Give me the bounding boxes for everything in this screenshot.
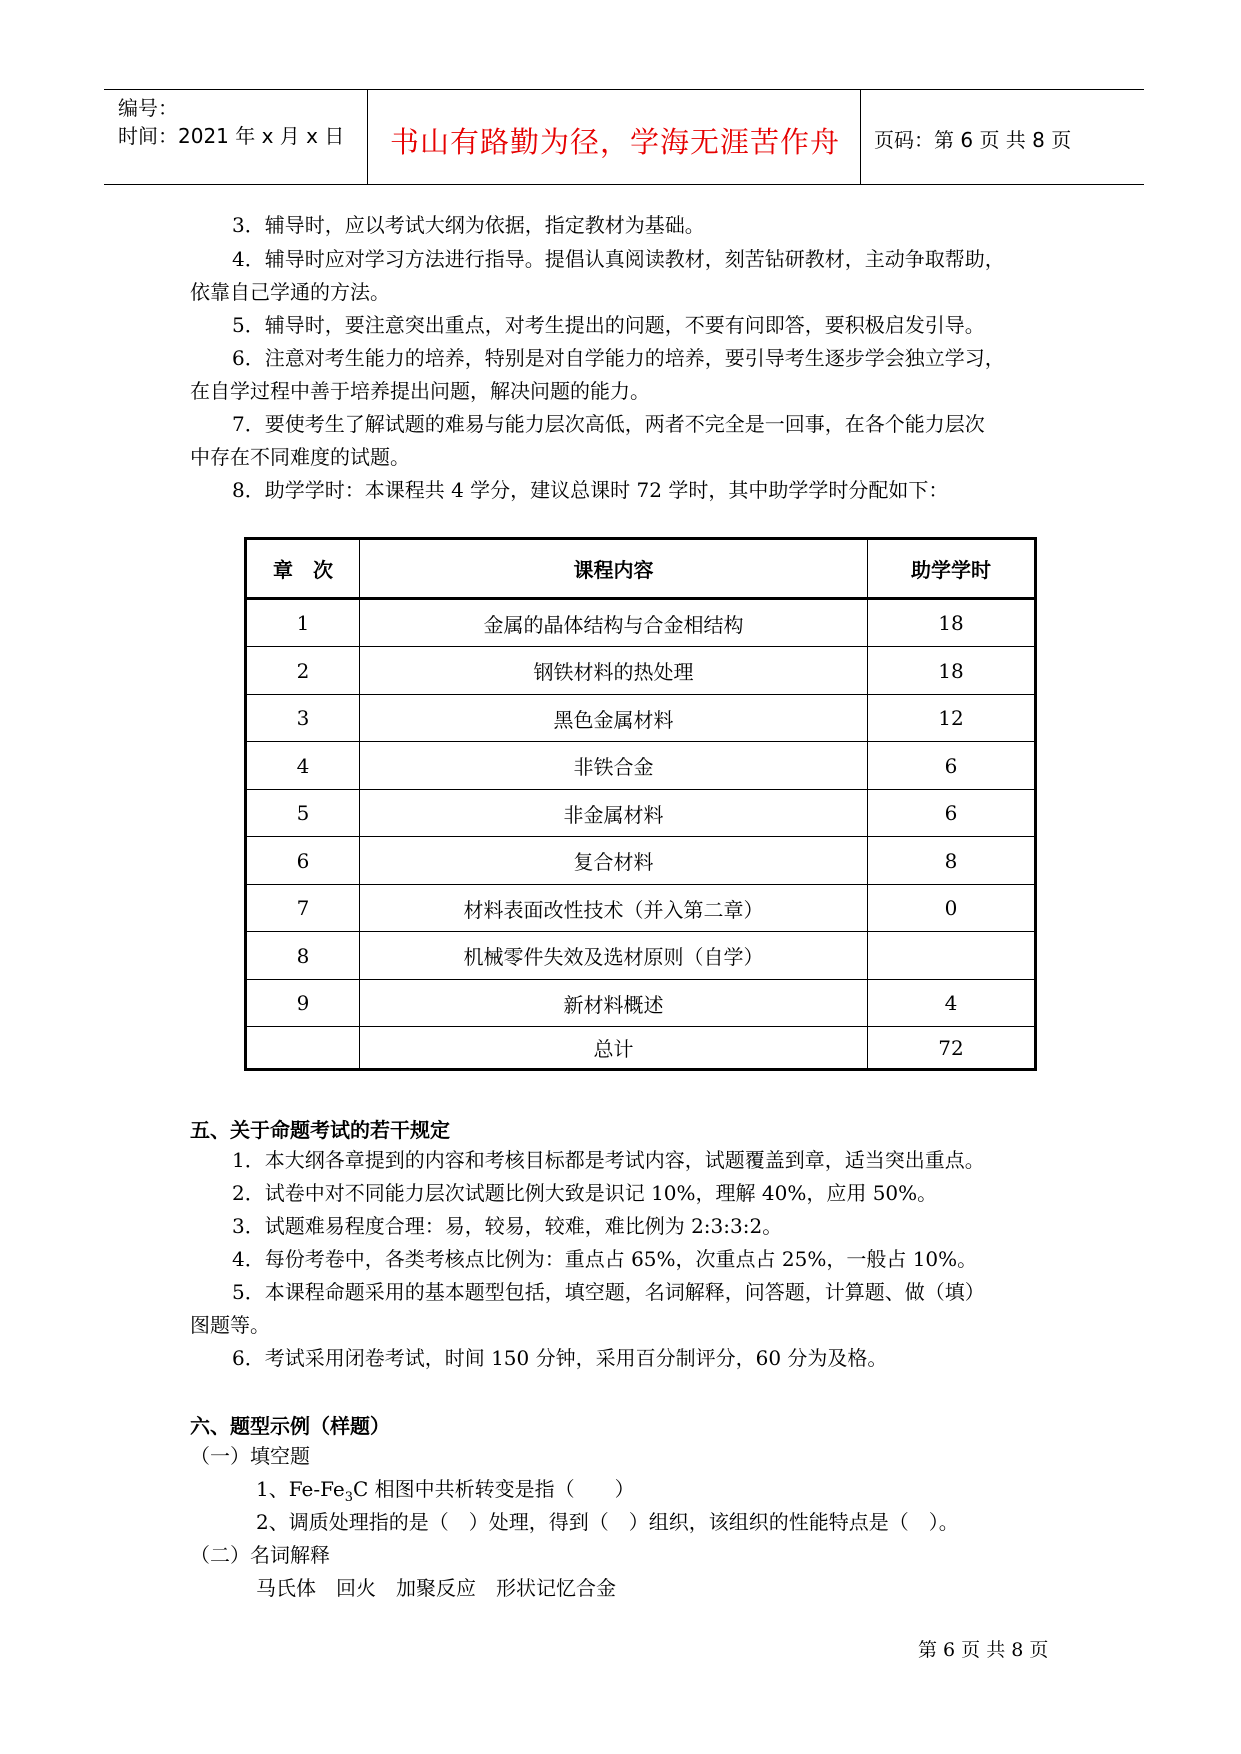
table-cell: 72	[938, 1035, 964, 1060]
table-total-row	[247, 1027, 1034, 1068]
table-row	[247, 837, 1034, 885]
table-cell: 1	[247, 600, 360, 646]
header-left	[118, 94, 344, 150]
table-cell: 钢铁材料的热处理	[360, 647, 868, 694]
table-row	[247, 980, 1034, 1027]
section-5-item: 图题等。	[190, 1313, 270, 1337]
question-1-subscript: 3	[344, 1490, 354, 1505]
header-divider	[860, 90, 861, 184]
table-cell: 2	[247, 647, 360, 694]
table-cell: 3	[247, 695, 360, 741]
paragraph-4a: 4．辅导时应对学习方法进行指导。提倡认真阅读教材，刻苦钻研教材，主动争取帮助，	[232, 247, 1005, 271]
table-cell: 6	[944, 801, 958, 825]
table-row	[247, 600, 1034, 647]
table-cell: 8	[944, 848, 958, 873]
table-cell: 4	[247, 742, 360, 789]
section-6-title: 六、题型示例（样题）	[190, 1414, 390, 1438]
time-label: 时间：2021 年 x 月 x 日	[118, 124, 345, 148]
table-cell: 0	[944, 896, 958, 920]
paragraph-3: 3．辅导时，应以考试大纲为依据，指定教材为基础。	[232, 213, 705, 237]
subsection-fill-in: （一）填空题	[190, 1444, 310, 1468]
section-5-item: 1．本大纲各章提到的内容和考核目标都是考试内容，试题覆盖到章，适当突出重点。	[232, 1148, 985, 1172]
paragraph-7b: 中存在不同难度的试题。	[190, 445, 410, 469]
section-5-item: 2．试卷中对不同能力层次试题比例大致是识记 10%，理解 40%，应用 50%。	[232, 1181, 938, 1205]
table-cell: 材料表面改性技术（并入第二章）	[360, 885, 868, 931]
table-cell: 金属的晶体结构与合金相结构	[360, 600, 868, 646]
table-row	[247, 790, 1034, 837]
section-5-item: 6．考试采用闭卷考试，时间 150 分钟，采用百分制评分，60 分为及格。	[232, 1346, 888, 1370]
table-row	[247, 695, 1034, 742]
number-label: 编号：	[118, 96, 178, 120]
table-row	[247, 932, 1034, 980]
table-cell	[868, 932, 1034, 979]
question-1-suffix: C 相图中共析转变是指（ ）	[353, 1477, 635, 1501]
page-footer: 第 6 页 共 8 页	[918, 1639, 1049, 1661]
table-row	[247, 885, 1034, 932]
table-cell: 非金属材料	[360, 790, 868, 836]
table-cell: 7	[247, 885, 360, 931]
page-header	[104, 89, 1144, 185]
table-cell: 18	[938, 611, 964, 635]
question-1-prefix: 1、Fe-Fe	[256, 1477, 345, 1501]
hours-table	[244, 537, 1037, 1071]
table-cell: 6	[944, 753, 958, 778]
table-cell: 6	[247, 837, 360, 884]
header-motto: 书山有路勤为径，学海无涯苦作舟	[389, 125, 840, 159]
table-header-content: 课程内容	[360, 540, 868, 597]
table-header-hours: 助学学时	[911, 558, 991, 582]
table-cell: 12	[938, 706, 964, 730]
table-row	[247, 742, 1034, 790]
table-cell: 8	[247, 932, 360, 979]
table-cell: 总计	[360, 1027, 868, 1068]
table-row	[247, 647, 1034, 695]
table-cell: 新材料概述	[360, 980, 868, 1026]
section-5-item: 4．每份考卷中，各类考核点比例为：重点占 65%，次重点占 25%，一般占 10%。	[232, 1247, 978, 1271]
table-cell: 18	[938, 658, 964, 683]
table-header-chapter: 章 次	[247, 540, 360, 597]
table-header-row	[247, 540, 1034, 600]
section-5-item: 3．试题难易程度合理：易，较易，较难，难比例为 2:3:3:2。	[232, 1214, 783, 1238]
table-cell: 机械零件失效及选材原则（自学）	[360, 932, 868, 979]
paragraph-6b: 在自学过程中善于培养提出问题，解决问题的能力。	[190, 379, 650, 403]
paragraph-6a: 6．注意对考生能力的培养，特别是对自学能力的培养，要引导考生逐步学会独立学习，	[232, 346, 1005, 370]
table-cell: 黑色金属材料	[360, 695, 868, 741]
table-cell: 复合材料	[360, 837, 868, 884]
paragraph-5: 5．辅导时，要注意突出重点，对考生提出的问题，不要有问即答，要积极启发引导。	[232, 313, 985, 337]
paragraph-7a: 7．要使考生了解试题的难易与能力层次高低，两者不完全是一回事，在各个能力层次	[232, 412, 985, 436]
paragraph-4b: 依靠自己学通的方法。	[190, 280, 390, 304]
header-page-label: 页码：第 6 页 共 8 页	[874, 128, 1072, 152]
table-cell: 9	[247, 980, 360, 1026]
paragraph-8: 8．助学学时：本课程共 4 学分，建议总课时 72 学时，其中助学学时分配如下：	[232, 478, 949, 502]
term-list: 马氏体 回火 加聚反应 形状记忆合金	[256, 1576, 616, 1600]
question-2: 2、调质处理指的是（ ）处理，得到（ ）组织，该组织的性能特点是（ ）。	[256, 1510, 959, 1534]
table-cell: 4	[944, 991, 958, 1015]
subsection-terms: （二）名词解释	[190, 1543, 330, 1567]
table-cell	[247, 1027, 360, 1068]
section-5-item: 5．本课程命题采用的基本题型包括，填空题，名词解释，问答题，计算题、做（填）	[232, 1280, 985, 1304]
table-cell: 非铁合金	[360, 742, 868, 789]
table-cell: 5	[247, 790, 360, 836]
section-5-title: 五、关于命题考试的若干规定	[190, 1118, 450, 1142]
header-divider	[367, 90, 368, 184]
